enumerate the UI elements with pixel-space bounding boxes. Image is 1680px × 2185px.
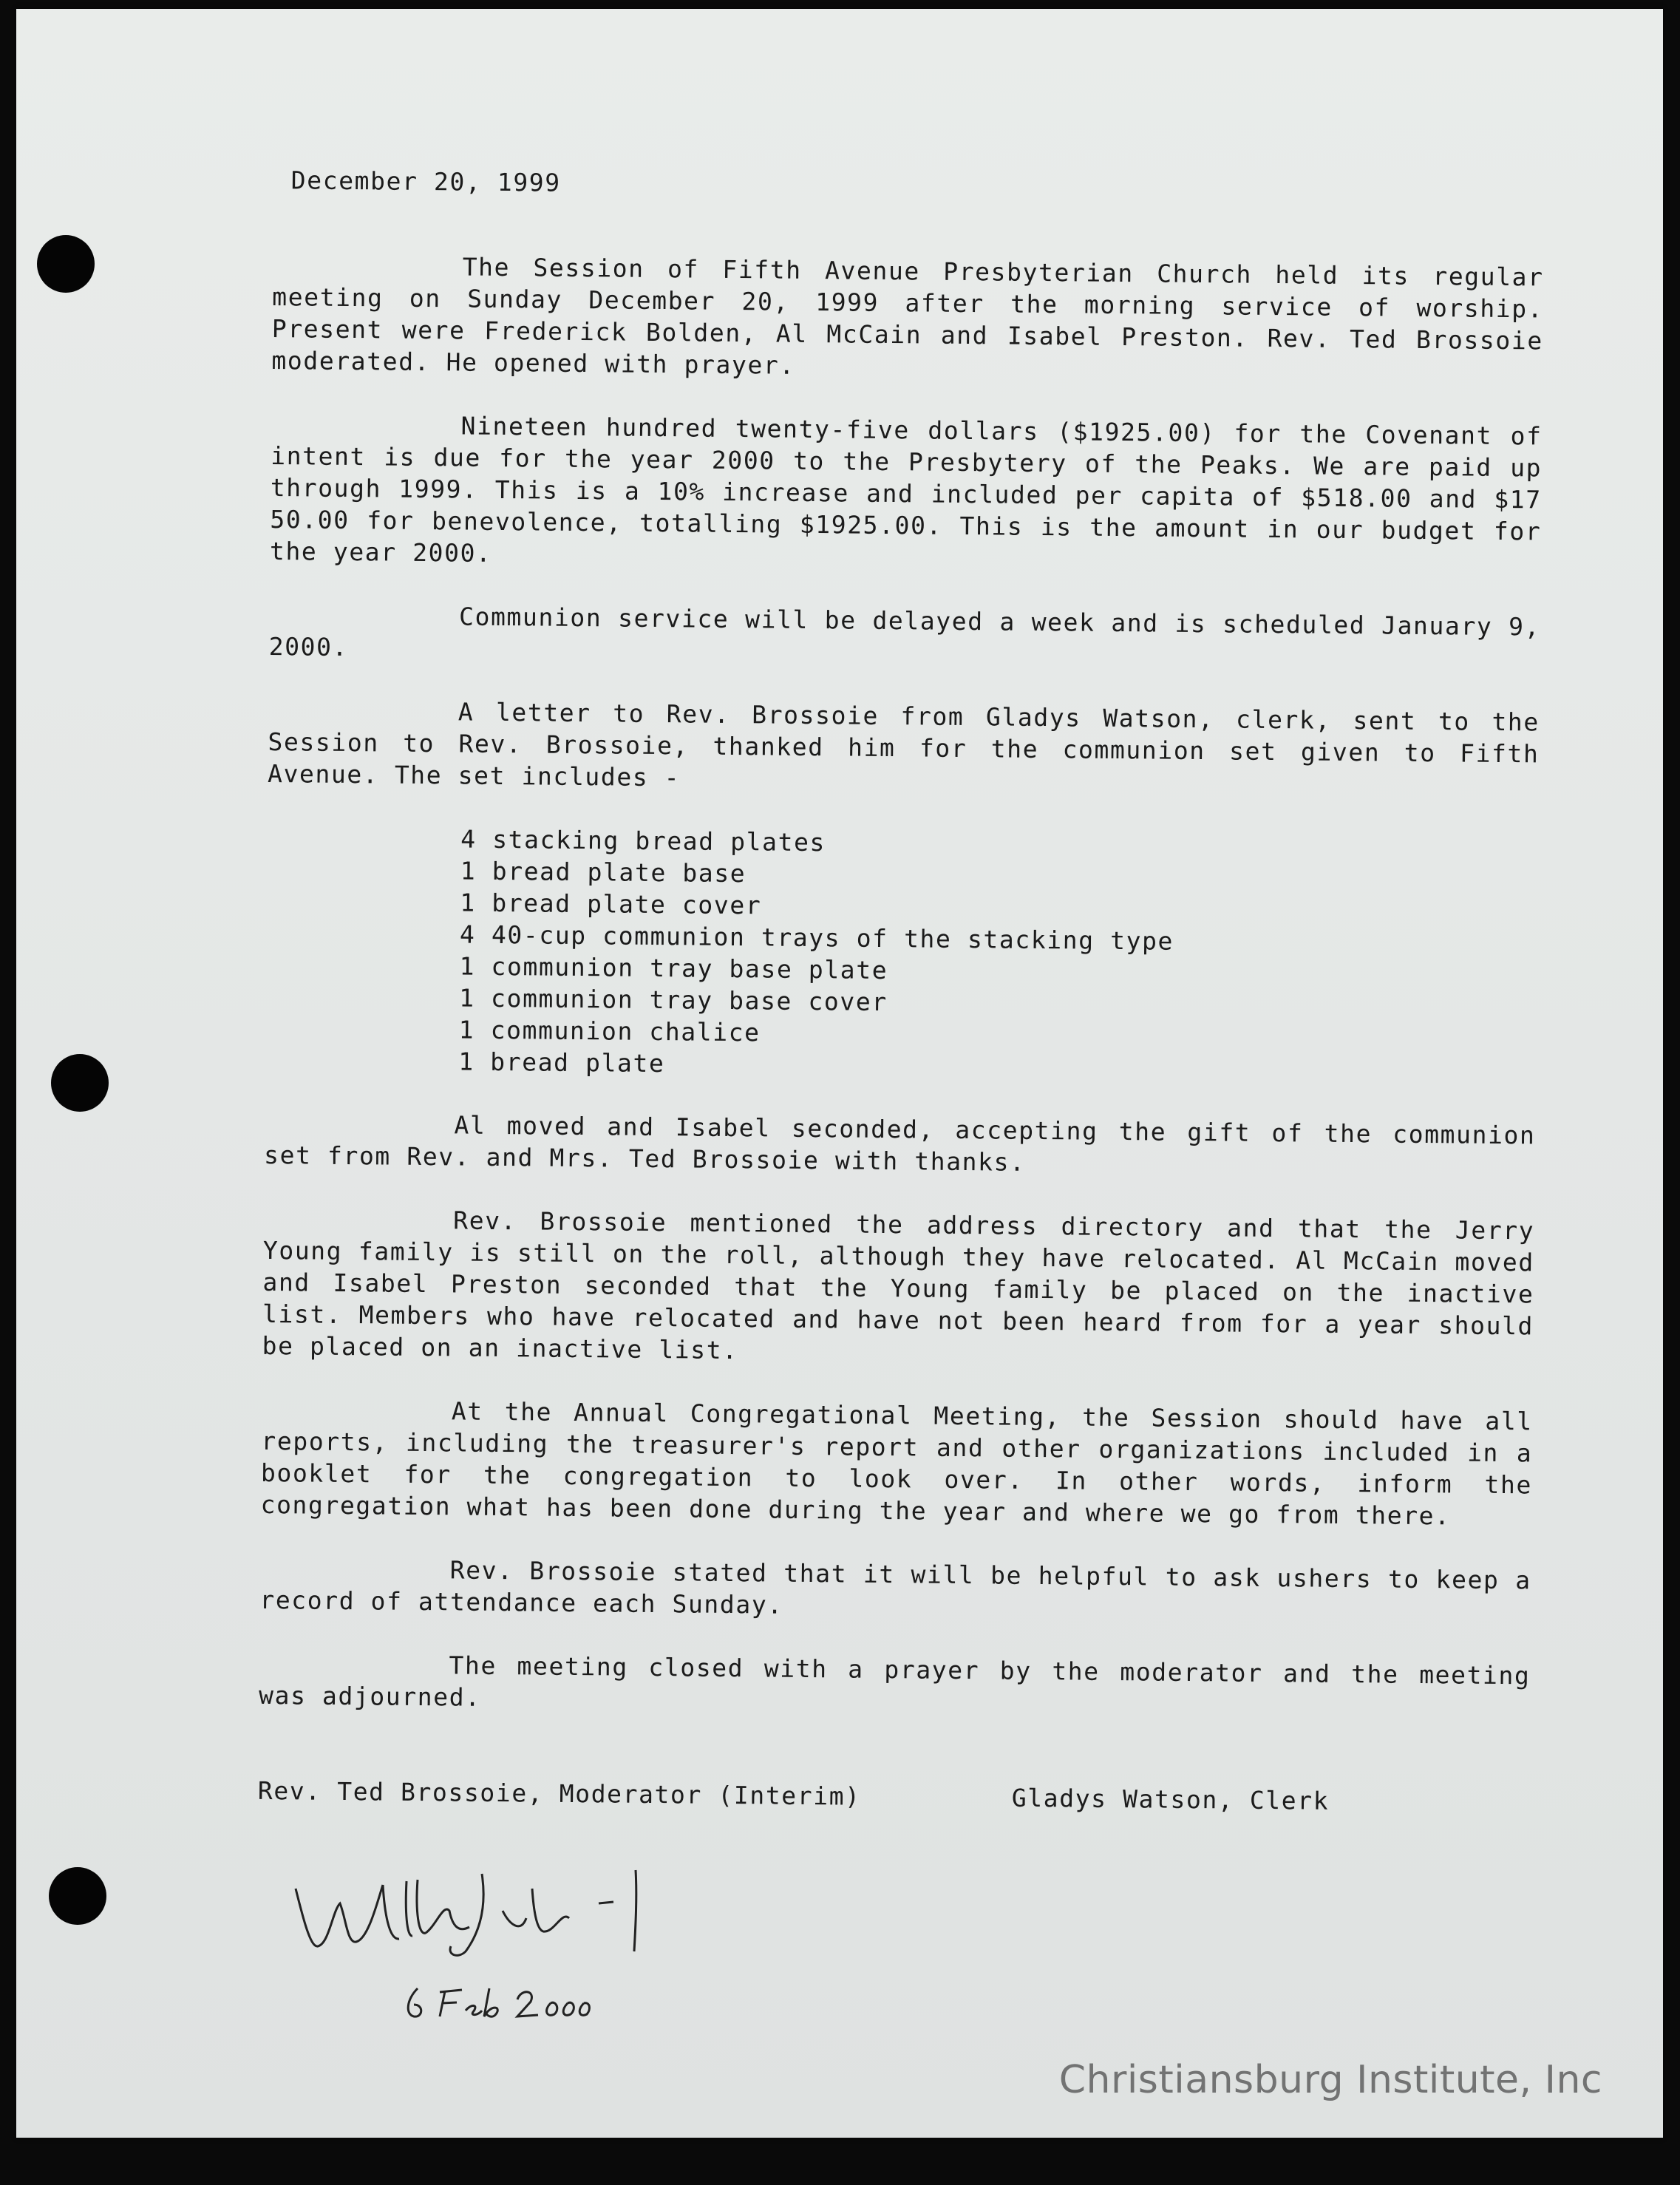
list-item: 1 communion tray base cover <box>458 983 888 1017</box>
punch-hole <box>37 235 95 293</box>
paragraph: The meeting closed with a prayer by the moderator and the meeting was adjourned. <box>258 1651 1531 1712</box>
handwritten-signature <box>288 1859 673 1963</box>
list-item: 4 stacking bread plates <box>460 824 826 857</box>
handwritten-date <box>399 1981 591 2025</box>
clerk-signature-label: Gladys Watson, Clerk <box>1011 1783 1330 1815</box>
paragraph: Al moved and Isabel seconded, accepting the gift of the communion set from Rev. and Mrs. Ted Brossoie with thanks. <box>263 1110 1536 1177</box>
moderator-signature-label: Rev. Ted Brossoie, Moderator (Interim) <box>257 1775 861 1811</box>
paragraph: A letter to Rev. Brossoie from Gladys Watson, clerk, sent to the Session to Rev. Brossoie, thanked him for the communion set given to Fifth Avenue. The set includes - <box>267 697 1540 792</box>
communion-set-list <box>265 821 1538 1087</box>
list-item: 1 bread plate <box>458 1047 665 1078</box>
watermark: Christiansburg Institute, Inc <box>1058 2058 1602 2102</box>
list-item: 1 bread plate cover <box>460 888 762 920</box>
punch-hole <box>51 1054 109 1112</box>
list-item: 1 bread plate base <box>460 856 747 888</box>
paragraph: The Session of Fifth Avenue Presbyterian Church held its regular meeting on Sunday December 20, 1999 after the morning service of worship. Present were Frederick Bolden, Al McCain and Isabel Preston. Rev. Ted Brossoie moderated. He opened with prayer. <box>271 252 1544 380</box>
letter-body <box>258 164 1545 1818</box>
list-item: 1 communion tray base plate <box>459 951 888 985</box>
paragraph: Rev. Brossoie mentioned the address directory and that the Jerry Young family is still on the roll, although they have relocated. Al McCain moved and Isabel Preston seconded that the Young family be placed on the inactive list. Members who have relocated and have not been heard from for a year should be placed on an inactive list. <box>262 1206 1535 1365</box>
paragraph: Rev. Brossoie stated that it will be helpful to ask ushers to keep a record of attendance each Sunday. <box>259 1555 1531 1620</box>
paragraph: Communion service will be delayed a week and is scheduled January 9, 2000. <box>268 602 1541 662</box>
punch-hole <box>49 1867 106 1925</box>
letter-date: December 20, 1999 <box>290 166 561 197</box>
paragraph: At the Annual Congregational Meeting, the Session should have all reports, including the treasurer's report and other organizations included in a booklet for the congregation to look over. In other words, inform the congregation what has been done during the year and where we go from there. <box>260 1396 1533 1531</box>
list-item: 1 communion chalice <box>458 1015 761 1047</box>
paragraph: Nineteen hundred twenty-five dollars ($1925.00) for the Covenant of intent is due for the year 2000 to the Presbytery of the Peaks. We are paid up through 1999. This is a 10% increase and included per capita of $518.00 and $17 50.00 for benevolence, totalling $1925.00. This is the amount in our budget for the year 2000. <box>269 411 1543 568</box>
list-item: 4 40-cup communion trays of the stacking type <box>459 920 1174 956</box>
